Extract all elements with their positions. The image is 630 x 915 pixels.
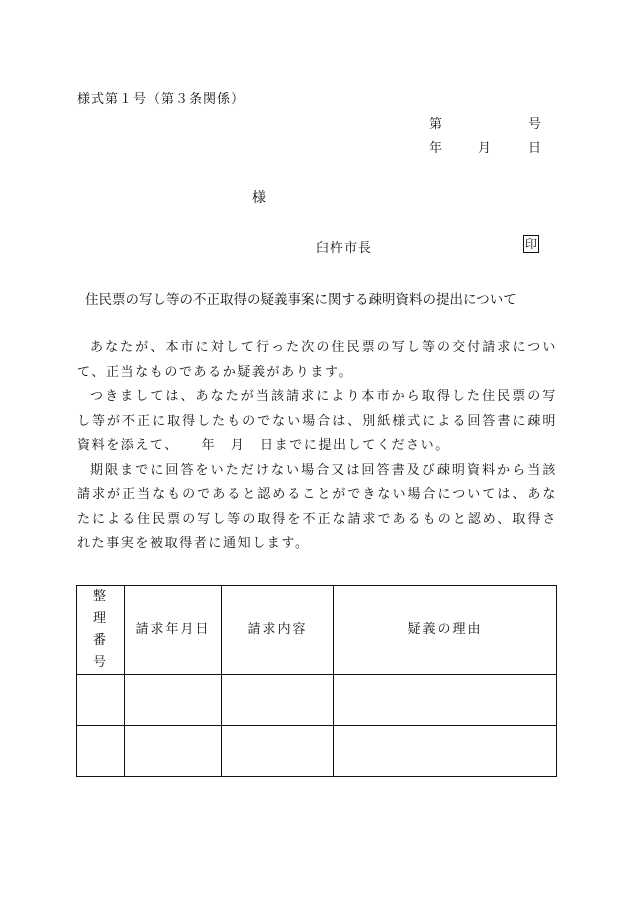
month-label: 月 [478,141,492,156]
year-label: 年 [429,141,443,156]
number-label: 第 [429,117,443,132]
table-cell[interactable] [77,675,125,726]
paragraph-2: つきましては、あなたが当該請求により本市から取得した住民票の写し等が不正に取得したものでない場合は、別紙様式による回答書に疎明資料を添えて、 年 月 日までに提出してください。 [77,389,557,453]
header-request-date: 請求年月日 [125,586,222,675]
table-header-row [77,586,557,675]
records-table [76,585,557,777]
body-text [77,336,557,557]
table-cell[interactable] [222,726,334,777]
table-row [77,726,557,777]
table-row [77,675,557,726]
day-label: 日 [528,141,542,156]
header-request-content: 請求内容 [222,586,334,675]
table-cell[interactable] [125,726,222,777]
table-cell[interactable] [334,726,557,777]
table-cell[interactable] [77,726,125,777]
seal-mark: 印 [525,237,538,251]
form-number: 様式第１号（第３条関係） [77,92,246,107]
table-cell[interactable] [334,675,557,726]
go-label: 号 [528,117,542,132]
paragraph-1: あなたが、本市に対して行った次の住民票の写し等の交付請求について、正当なものであるか疑義があります。 [77,340,557,380]
table-cell[interactable] [125,675,222,726]
addressee-suffix: 様 [252,190,266,206]
header-doubt-reason: 疑義の理由 [334,586,557,675]
paragraph-3: 期限までに回答をいただけない場合又は回答書及び疎明資料から当該請求が正当なものであると認めることができない場合については、あなたによる住民票の写し等の取得を不正な請求であるものと認め、取得された事実を被取得者に通知します。 [77,462,557,551]
table-cell[interactable] [222,675,334,726]
sender-name: 臼杵市長 [316,241,373,256]
document-title: 住民票の写し等の不正取得の疑義事案に関する疎明資料の提出について [85,292,517,308]
header-seiri-bango: 整理番号 [77,586,125,675]
